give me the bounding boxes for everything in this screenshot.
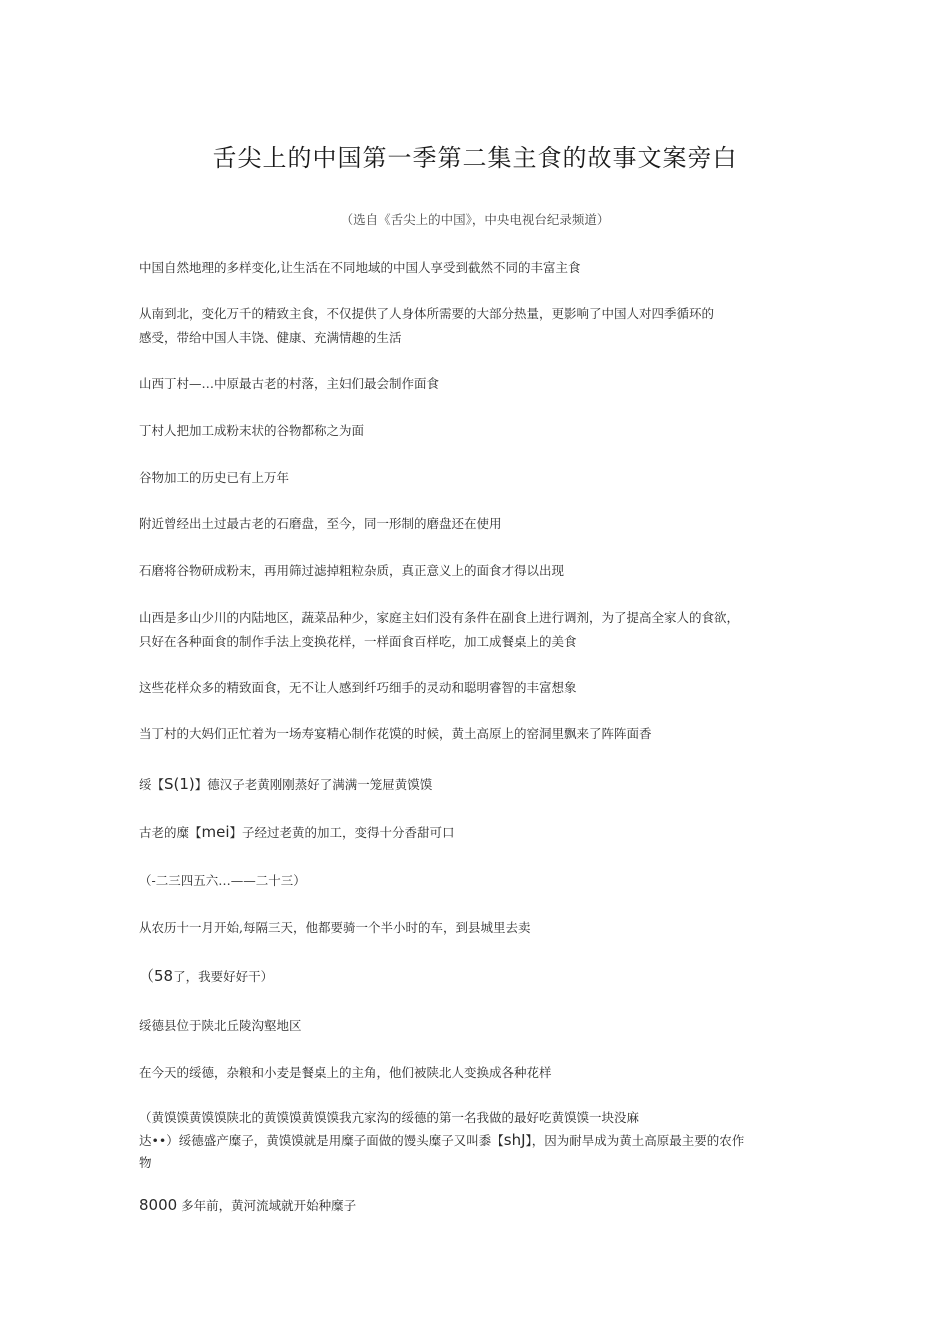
paragraph-line: 物 [139,1155,152,1170]
paragraph-line: 从南到北，变化万千的精致主食，不仅提供了人身体所需要的大部分热量，更影响了中国人对四季循环的 [139,306,715,321]
paragraph: 石磨将谷物研成粉末，再用筛过滤掉粗粒杂质，真正意义上的面食才得以出现 [139,563,565,578]
paragraph-line: （黄馍馍黄馍馍陕北的黄馍馍黄馍馍我亢家沟的绥德的第一名我做的最好吃黄馍馍一块没麻 [139,1110,640,1125]
paragraph: 附近曾经出土过最古老的石磨盘，至今，同一形制的磨盘还在使用 [139,516,502,531]
paragraph [139,1107,819,1174]
text-run: 绥【 [139,777,165,792]
paragraph [139,606,819,654]
paragraph [139,964,819,989]
paragraph: 绥德县位于陕北丘陵沟壑地区 [139,1018,302,1033]
paragraph [139,1193,819,1218]
paragraph-line: 山西是多山少川的内陆地区，蔬菜品种少，家庭主妇们没有条件在副食上进行调剂，为了提高全家人的食欲， [139,610,740,625]
text-run: 达••）绥德盛产糜子，黄馍馍就是用糜子面做的馒头糜子又叫黍【 [139,1133,504,1148]
paragraph: 当丁村的大妈们正忙着为一场寿宴精心制作花馍的时候，黄土高原上的窑洞里飘来了阵阵面香 [139,726,652,741]
text-run: 古老的糜【 [139,825,202,840]
paragraph: 丁村人把加工成粉末状的谷物都称之为面 [139,423,365,438]
document-title: 舌尖上的中国第一季第二集主食的故事文案旁白 [212,144,738,172]
text-run: 多年前，黄河流域就开始种糜子 [177,1198,357,1213]
paragraph: 谷物加工的历史已有上万年 [139,470,290,485]
paragraph: 中国自然地理的多样变化,让生活在不同地域的中国人享受到截然不同的丰富主食 [139,260,581,275]
text-run: （58 [139,967,174,985]
paragraph: （-二三四五六…——二十三） [139,873,306,888]
paragraph: 从农历十一月开始,每隔三天，他都要骑一个半小时的车，到县城里去卖 [139,920,531,935]
paragraph-line: 感受，带给中国人丰饶、健康、充满情趣的生活 [139,330,402,345]
paragraph-line [139,1129,819,1152]
text-run: 】子经过老黄的加工，变得十分香甜可口 [229,825,455,840]
paragraph: 在今天的绥德，杂粮和小麦是餐桌上的主角，他们被陕北人变换成各种花样 [139,1065,552,1080]
text-run: 了，我要好好干） [173,969,274,984]
text-run: shJ [503,1131,526,1149]
paragraph [139,820,819,845]
paragraph: 这些花样众多的精致面食，无不让人感到纤巧细手的灵动和聪明睿智的丰富想象 [139,680,577,695]
text-run: mei [201,823,230,841]
text-run: 】德汉子老黄刚刚蒸好了满满一笼屉黄馍馍 [194,777,433,792]
paragraph [139,772,819,797]
text-run: S(1) [164,775,195,793]
text-run: 】，因为耐旱成为黄土高原最主要的农作 [525,1133,745,1148]
paragraph-line: 只好在各种面食的制作手法上变换花样，一样面食百样吃，加工成餐桌上的美食 [139,634,577,649]
text-run: 8000 [139,1196,178,1214]
paragraph: 山西丁村—…中原最古老的村落，主妇们最会制作面食 [139,376,440,391]
document-subtitle: （选自《舌尖上的中国》，中央电视台纪录频道） [340,212,610,227]
paragraph [139,302,819,350]
